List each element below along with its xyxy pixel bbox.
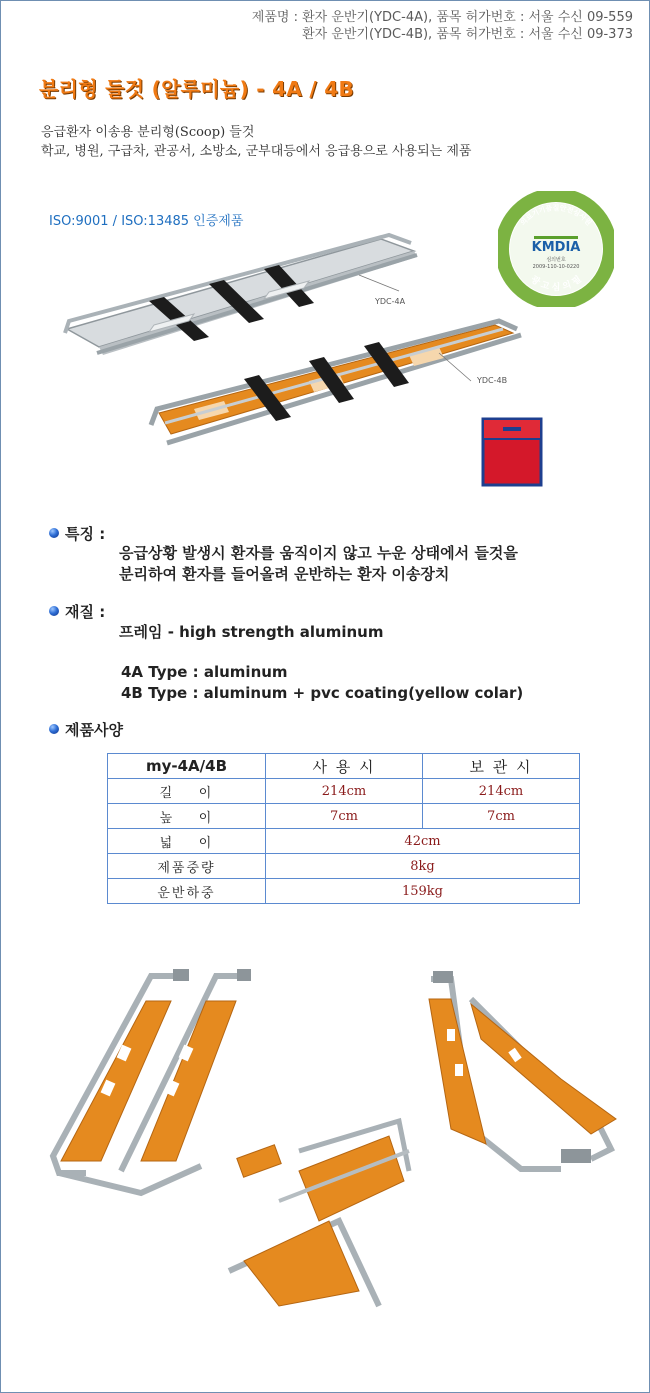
features-heading — [49, 523, 105, 544]
bullet-icon — [49, 724, 59, 734]
spec-header-row — [108, 754, 580, 779]
product-info-line-1: 제품명 : 환자 운반기(YDC-4A), 품목 허가번호 : 서울 수신 09-559 — [251, 10, 633, 25]
intro-line-2: 학교, 병원, 구급차, 관공서, 소방소, 군부대등에서 응급용으로 사용되는 제품 — [41, 144, 472, 159]
iso-certification: ISO:9001 / ISO:13485 인증제품 — [49, 214, 244, 229]
seal-logo: KMDIA — [531, 240, 581, 255]
spec-header-model: my-4A/4B — [108, 754, 266, 779]
spec-heading — [49, 719, 123, 740]
product-intro — [41, 123, 471, 161]
material-heading — [49, 601, 105, 622]
spec-value: 7cm — [423, 804, 580, 829]
stretcher-product-photo — [59, 229, 529, 449]
spec-label: 제품중량 — [108, 854, 266, 879]
product-info-line-2: 환자 운반기(YDC-4B), 품목 허가번호 : 서울 수신 09-373 — [302, 27, 633, 42]
material-4b: 4B Type : aluminum + pvc coating(yellow colar) — [121, 684, 524, 702]
carry-bag-image — [481, 417, 543, 487]
stretcher-folded-photo — [219, 1111, 439, 1311]
stretcher-side-photo — [411, 969, 621, 1179]
features-body — [119, 543, 518, 585]
material-4a: 4A Type : aluminum — [121, 663, 288, 681]
spec-label: 운반하중 — [108, 879, 266, 904]
seal-top-text: 의료기기품질안전심사원 — [519, 204, 593, 228]
spec-value: 159kg — [266, 879, 580, 904]
label-ydc-4a: YDC-4A — [375, 297, 406, 306]
spec-label: 길 이 — [108, 779, 266, 804]
spec-label: 넓 이 — [108, 829, 266, 854]
spec-value: 214cm — [423, 779, 580, 804]
seal-logo-swoosh — [534, 236, 578, 239]
spec-table — [107, 753, 580, 904]
product-info-header — [252, 9, 633, 43]
spec-header-storage: 보 관 시 — [423, 754, 580, 779]
spec-row-weight — [108, 854, 580, 879]
features-heading-label: 특징 : — [65, 525, 106, 543]
spec-row-height — [108, 804, 580, 829]
product-title: 분리형 들것 (알루미늄) - 4A / 4B — [39, 77, 354, 101]
spec-row-width — [108, 829, 580, 854]
features-line-1: 응급상황 발생시 환자를 움직이지 않고 누운 상태에서 들것을 — [119, 544, 518, 562]
stretcher-4a-image — [65, 235, 417, 355]
material-heading-label: 재질 : — [65, 603, 106, 621]
seal-small-1: 심의번호 — [546, 257, 566, 263]
spec-row-load — [108, 879, 580, 904]
intro-line-1: 응급환자 이송용 분리형(Scoop) 들것 — [41, 125, 255, 140]
material-frame: 프레임 - high strength aluminum — [119, 623, 384, 641]
features-line-2: 분리하여 환자를 들어올려 운반하는 환자 이송장치 — [119, 565, 450, 583]
spec-value: 7cm — [266, 804, 423, 829]
spec-value: 8kg — [266, 854, 580, 879]
spec-heading-label: 제품사양 — [65, 721, 123, 739]
bullet-icon — [49, 606, 59, 616]
stretcher-4b-image — [151, 321, 521, 443]
spec-row-length — [108, 779, 580, 804]
spec-value: 42cm — [266, 829, 580, 854]
seal-bottom-text: 광 고 심 의 필 — [528, 274, 584, 294]
spec-value: 214cm — [266, 779, 423, 804]
label-ydc-4b: YDC-4B — [477, 376, 508, 385]
spec-header-in-use: 사 용 시 — [266, 754, 423, 779]
spec-label: 높 이 — [108, 804, 266, 829]
seal-small-2: 2009-110-10-0220 — [532, 264, 580, 270]
bullet-icon — [49, 528, 59, 538]
